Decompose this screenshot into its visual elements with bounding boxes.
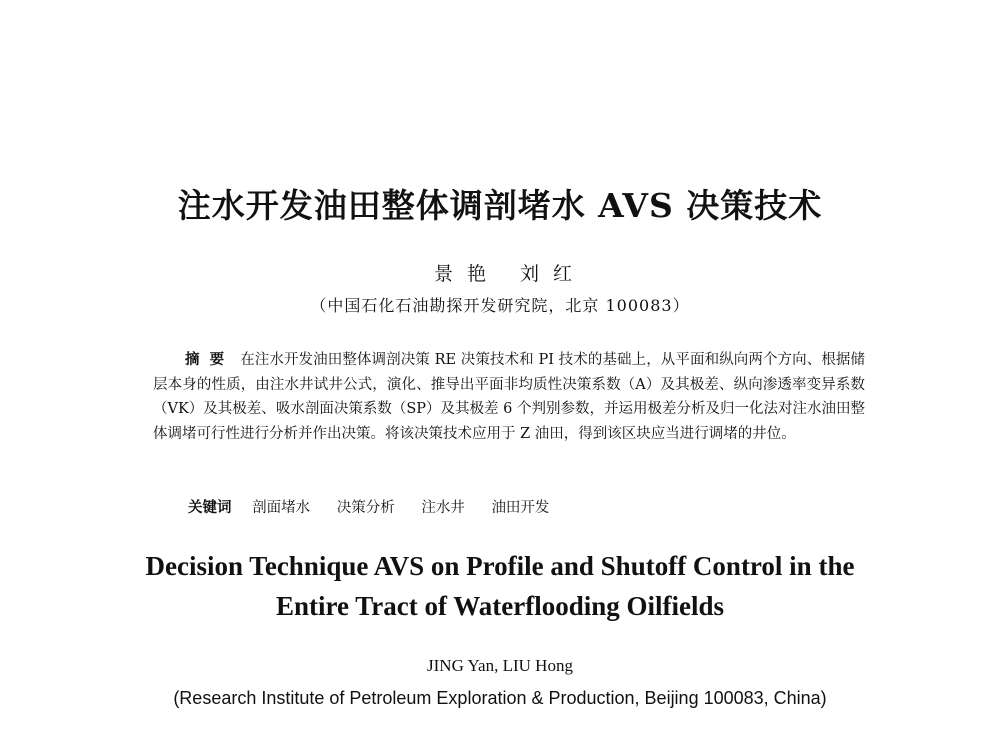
chinese-abstract xyxy=(153,348,865,446)
english-title xyxy=(0,546,1000,626)
abstract-text: 在注水开发油田整体调剖决策 RE 决策技术和 PI 技术的基础上，从平面和纵向两个方向、根据储层本身的性质，由注水井试井公式，演化、推导出平面非均质性决策系数（A）及其极差、纵向渗透率变异系数（VK）及其极差、吸水剖面决策系数（SP）及其极差 6 个判别参数，并运用极差分析及归一化法对注水油田整体调堵可行性进行分析并作出决策。将该决策技术应用于 Z 油田，得到该区块应当进行调堵的井位。 xyxy=(153,352,865,442)
abstract-label: 摘要 xyxy=(185,351,235,368)
english-title-line2: Entire Tract of Waterflooding Oilfields xyxy=(276,591,724,621)
keyword-item: 决策分析 xyxy=(336,500,395,516)
chinese-authors: 景艳 刘红 xyxy=(433,263,587,285)
english-title-line1: Decision Technique AVS on Profile and Shutoff Control in the xyxy=(145,551,855,581)
chinese-keywords xyxy=(188,496,571,517)
keyword-item: 注水井 xyxy=(421,500,465,516)
chinese-title: 注水开发油田整体调剖堵水 AVS 决策技术 xyxy=(177,186,823,225)
keywords-label: 关键词 xyxy=(188,499,232,516)
english-authors: JING Yan, LIU Hong xyxy=(427,656,573,675)
chinese-affiliation: （中国石化石油勘探开发研究院，北京 100083） xyxy=(310,296,690,315)
keyword-item: 剖面堵水 xyxy=(252,500,311,516)
keyword-item: 油田开发 xyxy=(491,500,550,516)
english-affiliation: (Research Institute of Petroleum Exploration & Production, Beijing 100083, China) xyxy=(173,688,827,708)
